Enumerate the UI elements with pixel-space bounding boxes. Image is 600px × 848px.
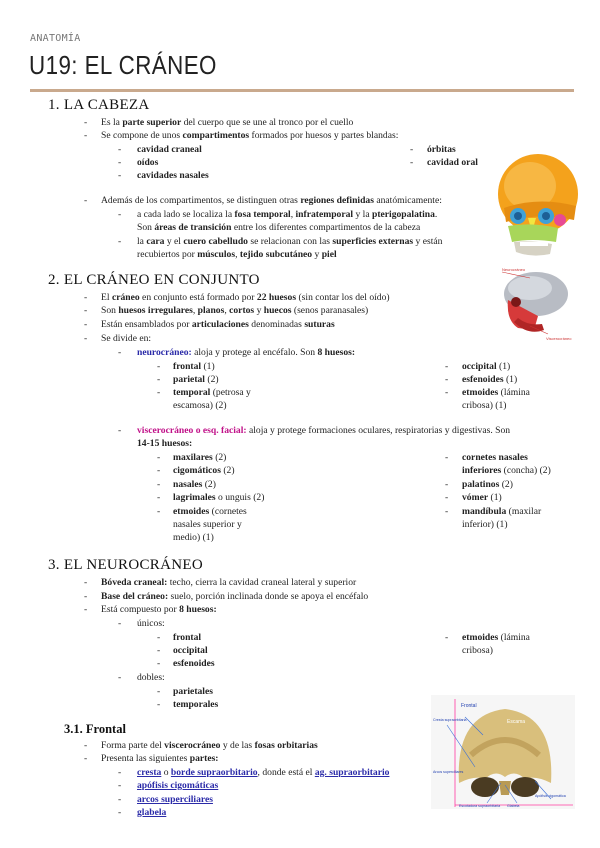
s1-bullet-1: Es la parte superior del cuerpo que se une al tronco por el cuello (101, 117, 354, 128)
section-2-title: 2. EL CRÁNEO EN CONJUNTO (48, 272, 260, 288)
s3-compuesto: Está compuesto por 8 huesos: (101, 604, 217, 615)
neuro-etmoides: etmoides (lámina (462, 387, 530, 398)
bullet-dash: - (84, 130, 88, 141)
frontal-bullet-2: Presenta las siguientes partes: (101, 753, 219, 764)
unico-frontal: frontal (173, 632, 202, 643)
fig3-label-escama: Escama (507, 719, 526, 725)
unico-etmoides-cont: cribosa) (462, 645, 493, 656)
comp-cavidad-oral: cavidad oral (427, 157, 478, 168)
visc-lagrimales: lagrimales o unguis (2) (173, 492, 265, 503)
section-1-title: 1. LA CABEZA (48, 97, 150, 113)
comp-oidos: oídos (137, 157, 159, 168)
fig2-label-neuro: Neurocráneo (502, 267, 526, 272)
s1-sub-b-line1: la cara y el cuero cabelludo se relacionan con las superficies externas y están (137, 236, 443, 247)
neuro-esfenoides: esfenoides (1) (462, 374, 518, 385)
s1-sub-b-line2: recubiertos por músculos, tejido subcutáneo y piel (137, 249, 337, 260)
frontal-part-arcos: arcos superciliares (137, 794, 213, 805)
fig3-label-escotadura: Escotadura supraorbitaria (459, 804, 501, 808)
comp-cavidades-nasales: cavidades nasales (137, 170, 209, 181)
fig3-label-apofisis: Apófisis cigomática (535, 794, 566, 798)
bullet-dash: - (84, 117, 88, 128)
visc-etmoides: etmoides (cornetes (173, 506, 247, 517)
visc-cornetes: cornetes nasales (462, 452, 528, 463)
visc-cigomaticos: cigomáticos (2) (173, 465, 235, 476)
visc-maxilares: maxilares (2) (173, 452, 227, 463)
s2-bullet-1: El cráneo en conjunto está formado por 22 huesos (sin contar los del oído) (101, 292, 390, 303)
neuro-frontal: frontal (1) (173, 361, 215, 372)
doble-temporales: temporales (173, 699, 219, 710)
frontal-bone-figure (431, 695, 575, 809)
neuro-parietal: parietal (2) (173, 374, 219, 385)
skull-bones-colored-figure (494, 150, 580, 260)
unico-esfenoides: esfenoides (173, 658, 215, 669)
s3-base: Base del cráneo: suelo, porción inclinada donde se apoya el encéfalo (101, 591, 369, 602)
viscerocraneo-count: 14-15 huesos: (137, 438, 193, 449)
fig3-label-frontal: Frontal (461, 703, 477, 709)
frontal-part-glabela: glabela (137, 807, 167, 818)
unicos-label: únicos: (137, 618, 165, 629)
frontal-part-apofisis: apófisis cigomáticas (137, 780, 219, 791)
neuro-temporal: temporal (petrosa y (173, 387, 251, 398)
visc-palatinos: palatinos (2) (462, 479, 513, 490)
s3-boveda: Bóveda craneal: techo, cierra la cavidad craneal lateral y superior (101, 577, 357, 588)
header-rule (30, 89, 574, 92)
visc-vomer: vómer (1) (462, 492, 502, 503)
unico-occipital: occipital (173, 645, 208, 656)
neuro-temporal-cont: escamosa) (2) (173, 400, 227, 411)
comp-orbitas: órbitas (427, 144, 456, 155)
s1-bullet-2: Se compone de unos compartimentos formados por huesos y partes blandas: (101, 130, 399, 141)
doble-parietales: parietales (173, 686, 213, 697)
visc-cornetes-cont: inferiores (concha) (2) (462, 465, 551, 476)
s1-sub-a-line2: Son áreas de transición entre los diferentes compartimentos de la cabeza (137, 222, 421, 233)
fig2-label-visc: Viscerocráneo (546, 336, 572, 341)
frontal-part-cresta: cresta o borde supraorbitario, donde está el ag. supraorbitario (137, 767, 390, 778)
visc-nasales: nasales (2) (173, 479, 216, 490)
neurocraneo-line: neurocráneo: aloja y protege al encéfalo. Son 8 huesos: (137, 347, 356, 358)
frontal-bullet-1: Forma parte del viscerocráneo y de las fosas orbitarias (101, 740, 318, 751)
neuro-occipital: occipital (1) (462, 361, 511, 372)
page-title: U19: EL CRÁNEO (29, 50, 217, 80)
s1-bullet-3: Además de los compartimentos, se distinguen otras regiones definidas anatómicamente: (101, 195, 442, 206)
s2-bullet-3: Están ensamblados por articulaciones denominadas suturas (101, 319, 335, 330)
visc-mandibula: mandíbula (maxilar (462, 506, 542, 517)
subsection-3-1-title: 3.1. Frontal (64, 722, 126, 736)
fig3-label-glabela: Glabela (507, 804, 520, 808)
s2-bullet-4: Se divide en: (101, 333, 152, 344)
visc-etmoides-cont2: medio) (1) (173, 532, 214, 543)
fig3-label-arcos: Arcos superciliares (433, 770, 464, 774)
visc-etmoides-cont1: nasales superior y (173, 519, 242, 530)
s1-sub-a-line1: a cada lado se localiza la fosa temporal, infratemporal y la pterigopalatina. (137, 209, 438, 220)
fig3-label-cresta: Cresta supraorbitaria (433, 718, 467, 722)
skull-lateral-figure (494, 264, 580, 344)
unico-etmoides: etmoides (lámina (462, 632, 530, 643)
dobles-label: dobles: (137, 672, 165, 683)
comp-cavidad-craneal: cavidad craneal (137, 144, 202, 155)
viscerocraneo-line: viscerocráneo o esq. facial: aloja y protege formaciones oculares, respiratorias y digestivas. Son (137, 425, 511, 436)
subject-label: ANATOMÍA (30, 33, 81, 44)
section-3-title: 3. EL NEUROCRÁNEO (48, 557, 203, 573)
neuro-etmoides-cont: cribosa) (1) (462, 400, 507, 411)
visc-mandibula-cont: inferior) (1) (462, 519, 508, 530)
s2-bullet-2: Son huesos irregulares, planos, cortos y huecos (senos paranasales) (101, 305, 369, 316)
